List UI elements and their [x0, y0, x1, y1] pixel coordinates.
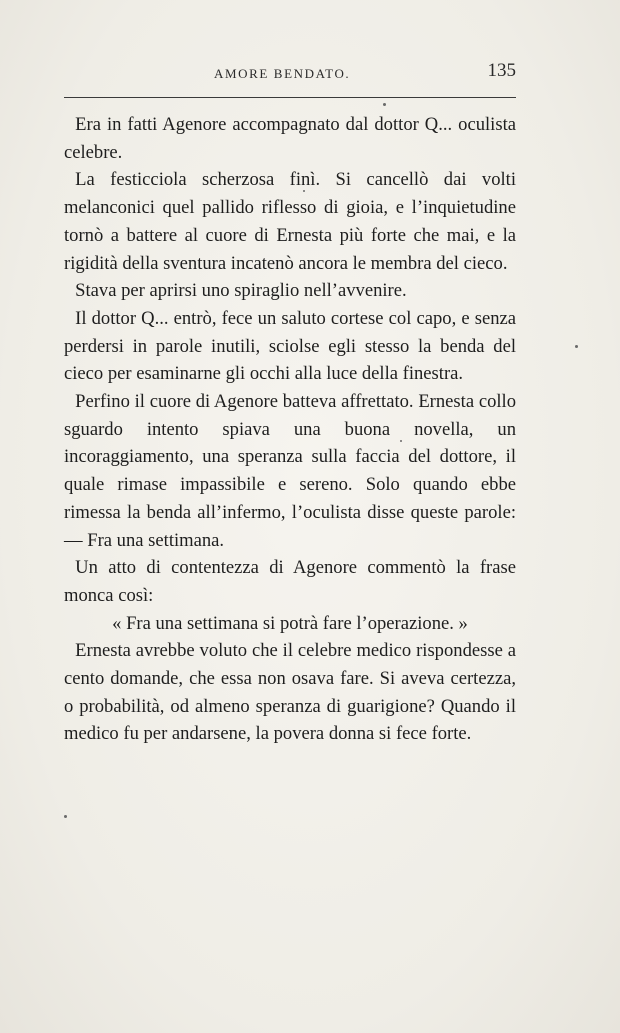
paragraph-8: Ernesta avrebbe voluto che il celebre medico rispondesse a cento domande, che essa non osava fare. Si aveva certezza, o probabilità, od almeno speranza di guarigione? Quando il medico fu per andarsene, la povera donna si fece forte. — [64, 640, 516, 745]
running-head: AMORE BENDATO. — [214, 66, 351, 81]
paragraph-1: Era in fatti Agenore accompagnato dal dottor Q... oculista celebre. — [64, 114, 516, 163]
paragraph-6: Un atto di contentezza di Agenore commentò la frase monca così: — [64, 557, 516, 606]
page-number: 135 — [487, 60, 516, 81]
paragraph-5: Perfino il cuore di Agenore batteva affrettato. Ernesta collo sguardo intento spiava una buona novella, un incoraggiamento, una speranza sulla faccia del dottore, il quale rimase impassibile e sereno. Solo quando ebbe rimessa la benda all’infermo, l’oculista disse queste parole: — Fra una settimana. — [64, 391, 516, 551]
page-header — [64, 58, 516, 88]
paragraph-2: La festicciola scherzosa finì. Si cancellò dai volti melanconici quel pallido riflesso di gioia, e l’inquietudine tornò a battere al cuore di Ernesta più forte che mai, e la rigidità della sventura incatenò ancora le membra del cieco. — [64, 169, 516, 274]
paragraph-3: Stava per aprirsi uno spiraglio nell’avvenire. — [75, 280, 407, 302]
header-rule — [64, 97, 516, 98]
paragraph-quote: « Fra una settimana si potrà fare l’operazione. » — [112, 612, 468, 634]
paragraph-4: Il dottor Q... entrò, fece un saluto cortese col capo, e senza perdersi in parole inutili, sciolse egli stesso la benda del cieco per esaminarne gli occhi alla luce della finestra. — [64, 307, 516, 385]
body-text — [64, 111, 516, 748]
